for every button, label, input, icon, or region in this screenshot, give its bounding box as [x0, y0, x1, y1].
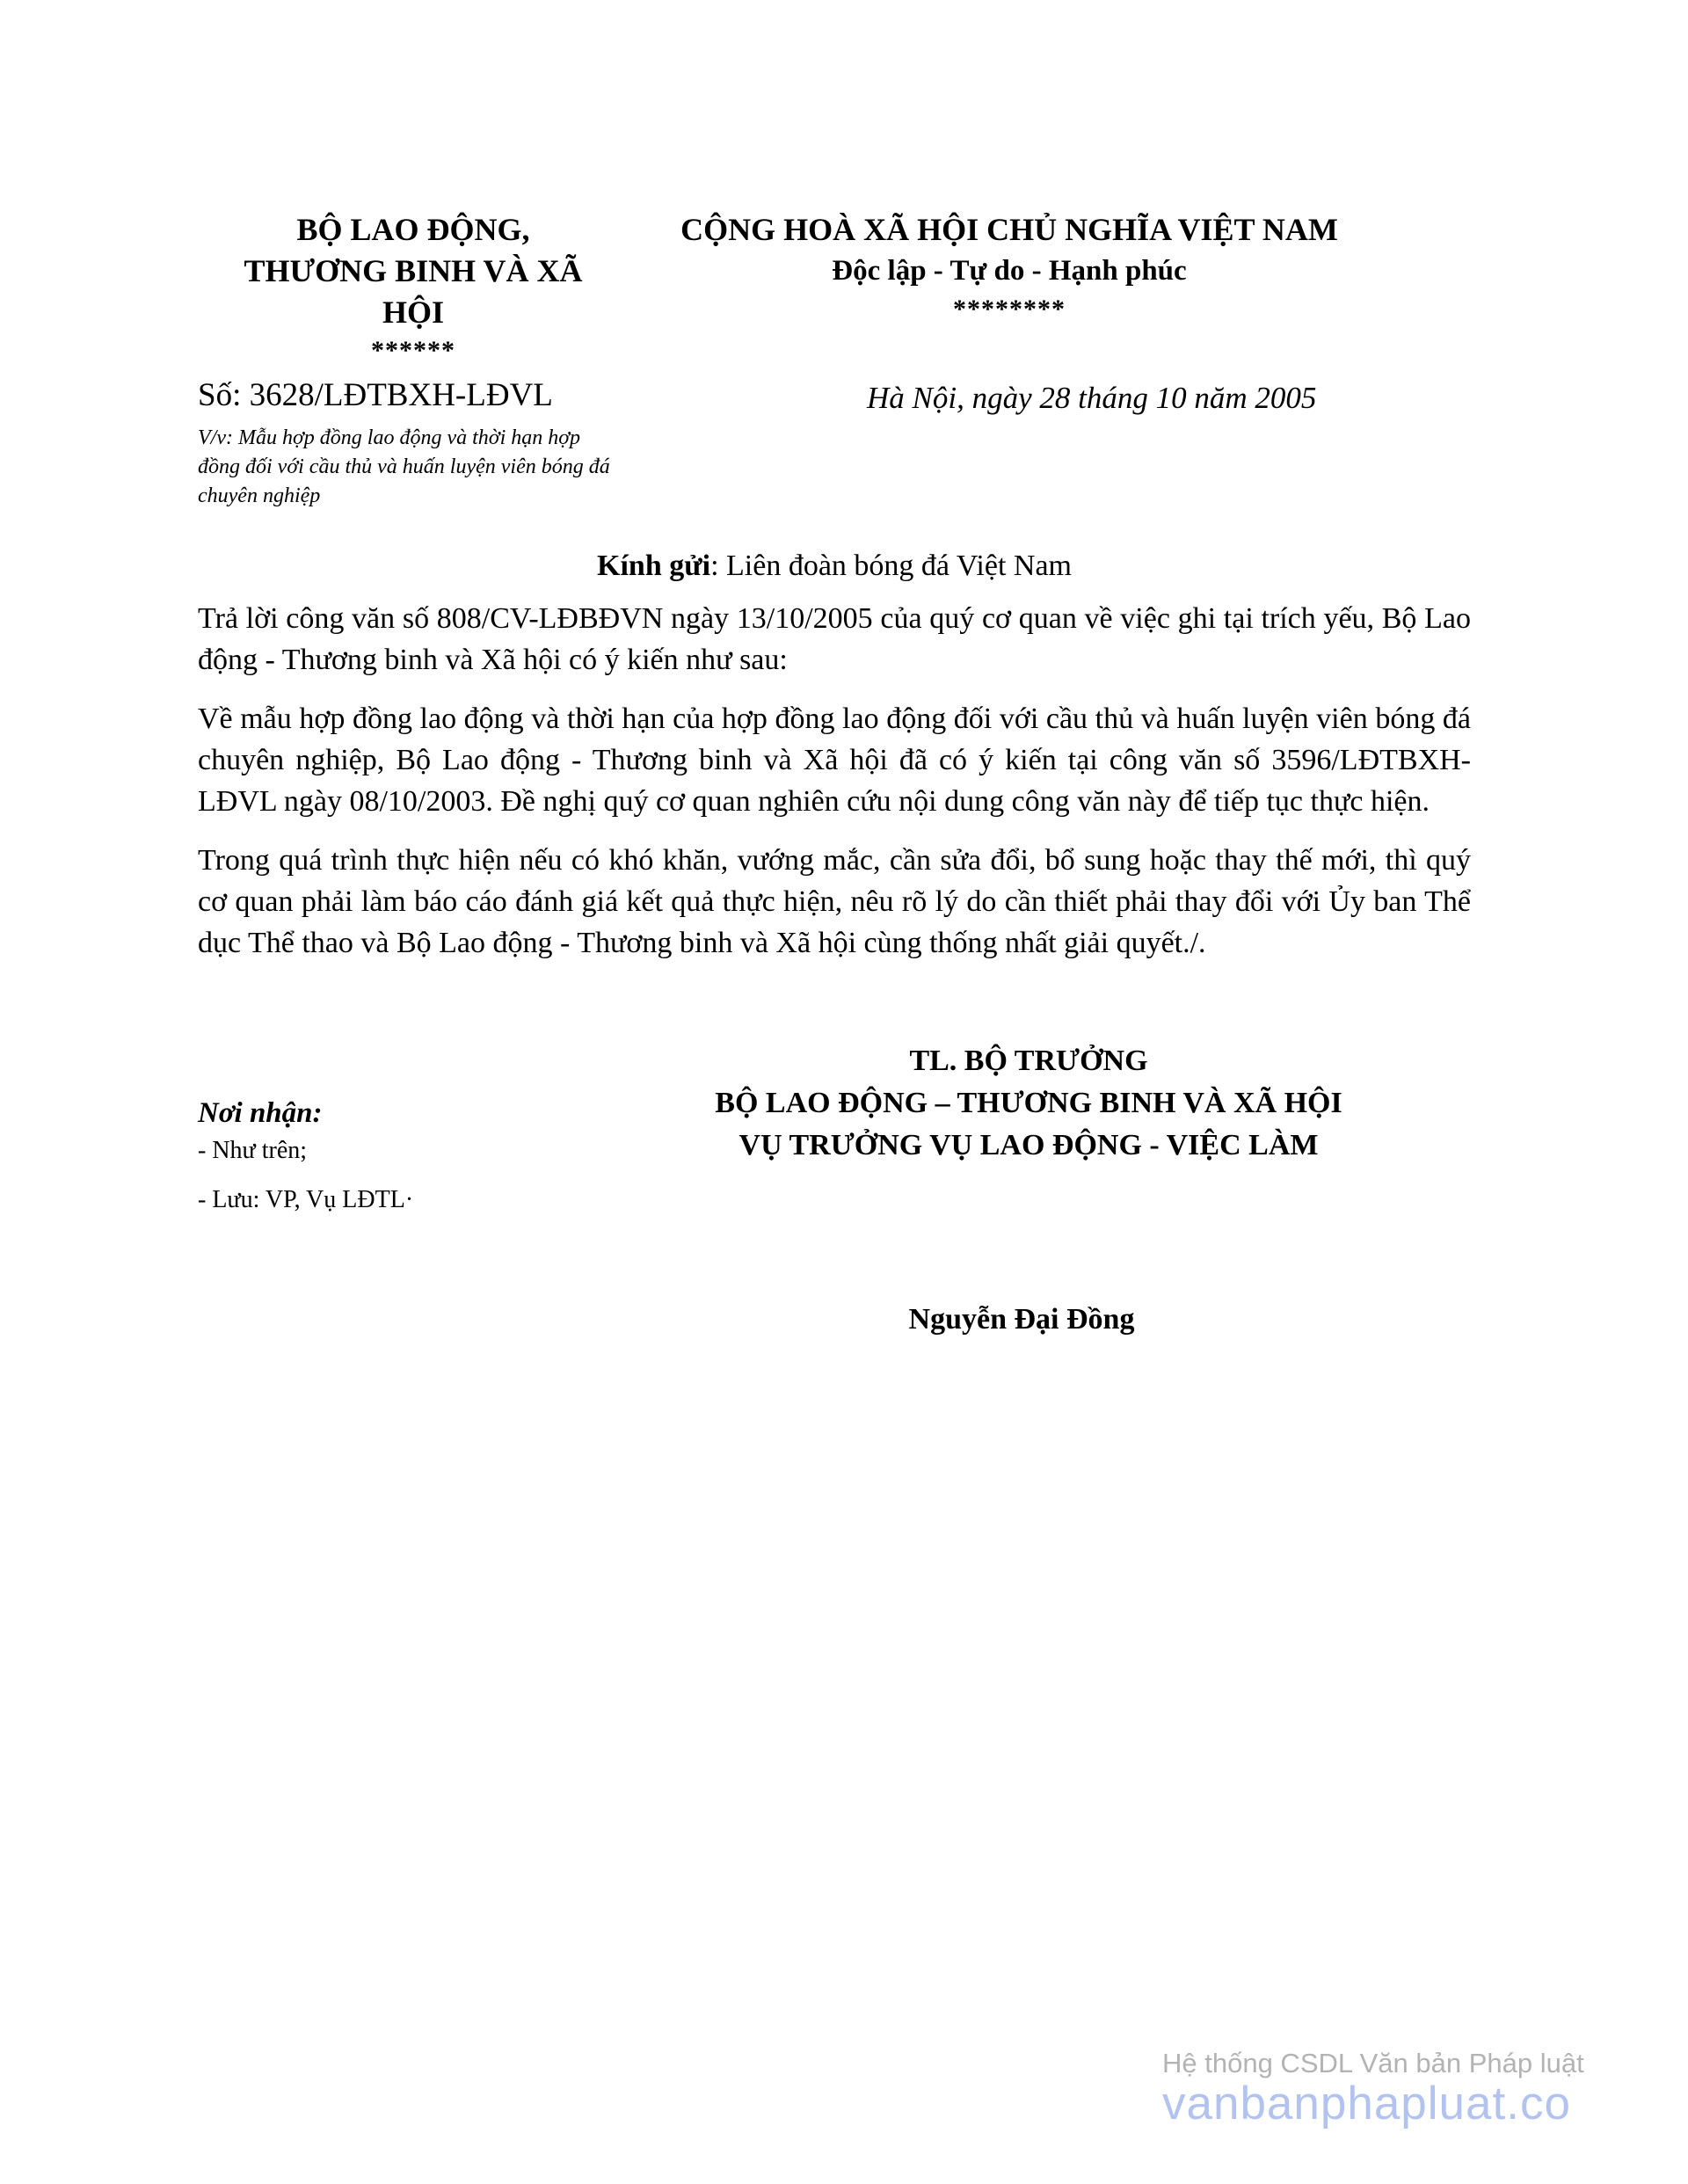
recipients-note-block — [198, 1095, 637, 1214]
national-title: CỘNG HOÀ XÃ HỘI CHỦ NGHĨA VIỆT NAM — [680, 212, 1338, 247]
signer-name: Nguyễn Đại Đồng — [908, 1303, 1135, 1336]
salutation-recipient: : Liên đoàn bóng đá Việt Nam — [710, 550, 1072, 582]
body-paragraph: Trả lời công văn số 808/CV-LĐBĐVN ngày 13/10/2005 của quý cơ quan về việc ghi tại trích yếu, Bộ Lao động - Thương binh và Xã hội có ý kiến như sau: — [198, 602, 1471, 676]
recipients-note-item: - Lưu: VP, Vụ LĐTL· — [198, 1186, 414, 1213]
signature-title-block — [589, 1040, 1468, 1167]
document-number: Số: 3628/LĐTBXH-LĐVL — [198, 377, 553, 413]
org-name-line: BỘ LAO ĐỘNG, — [296, 212, 530, 247]
body-paragraph: Về mẫu hợp đồng lao động và thời hạn của hợp đồng lao động đối với cầu thủ và huấn luyện viên bóng đá chuyên nghiệp, Bộ Lao động - Thương binh và Xã hội đã có ý kiến tại công văn số 3596/LĐTBXH-LĐVL ngày 08/10/2003. Đề nghị quý cơ quan nghiên cứu nội dung công văn này để tiếp tục thực hiện. — [198, 703, 1471, 818]
watermark-system-label: Hệ thống CSDL Văn bản Pháp luật — [1162, 2048, 1584, 2078]
national-separator-stars: ******** — [953, 295, 1066, 324]
national-header — [640, 209, 1379, 327]
body-paragraph: Trong quá trình thực hiện nếu có khó khăn, vướng mắc, cần sửa đổi, bổ sung hoặc thay thế mới, thì quý cơ quan phải làm báo cáo đánh giá kết quả thực hiện, nêu rõ lý do cần thiết phải thay đổi với Ủy ban Thể dục Thể thao và Bộ Lao động - Thương binh và Xã hội cùng thống nhất giải quyết./. — [198, 844, 1471, 959]
org-name-line: THƯƠNG BINH VÀ XÃ — [244, 253, 583, 288]
national-motto: Độc lập - Tự do - Hạnh phúc — [832, 255, 1187, 287]
document-subject: V/v: Mẫu hợp đồng lao động và thời hạn hợp đồng đối với cầu thủ và huấn luyện viên bóng đá chuyên nghiệp — [198, 426, 610, 507]
recipients-note-label: Nơi nhận: — [198, 1097, 323, 1129]
place-and-date: Hà Nội, ngày 28 tháng 10 năm 2005 — [867, 381, 1317, 415]
signature-title-line: BỘ LAO ĐỘNG – THƯƠNG BINH VÀ XÃ HỘI — [715, 1087, 1342, 1119]
org-name-line: HỘI — [382, 295, 444, 330]
salutation-label: Kính gửi — [597, 550, 711, 582]
issuing-org-header — [202, 209, 624, 368]
recipients-note-item: - Như trên; — [198, 1137, 308, 1164]
signature-title-line: VỤ TRƯỞNG VỤ LAO ĐỘNG - VIỆC LÀM — [738, 1129, 1319, 1161]
signature-title-line: TL. BỘ TRƯỞNG — [909, 1045, 1148, 1077]
salutation-line — [198, 545, 1471, 586]
watermark-domain: vanbanphapluat.co — [1162, 2078, 1571, 2129]
site-watermark — [1162, 2049, 1655, 2129]
org-separator-stars: ****** — [371, 336, 455, 365]
letter-body — [198, 598, 1471, 981]
